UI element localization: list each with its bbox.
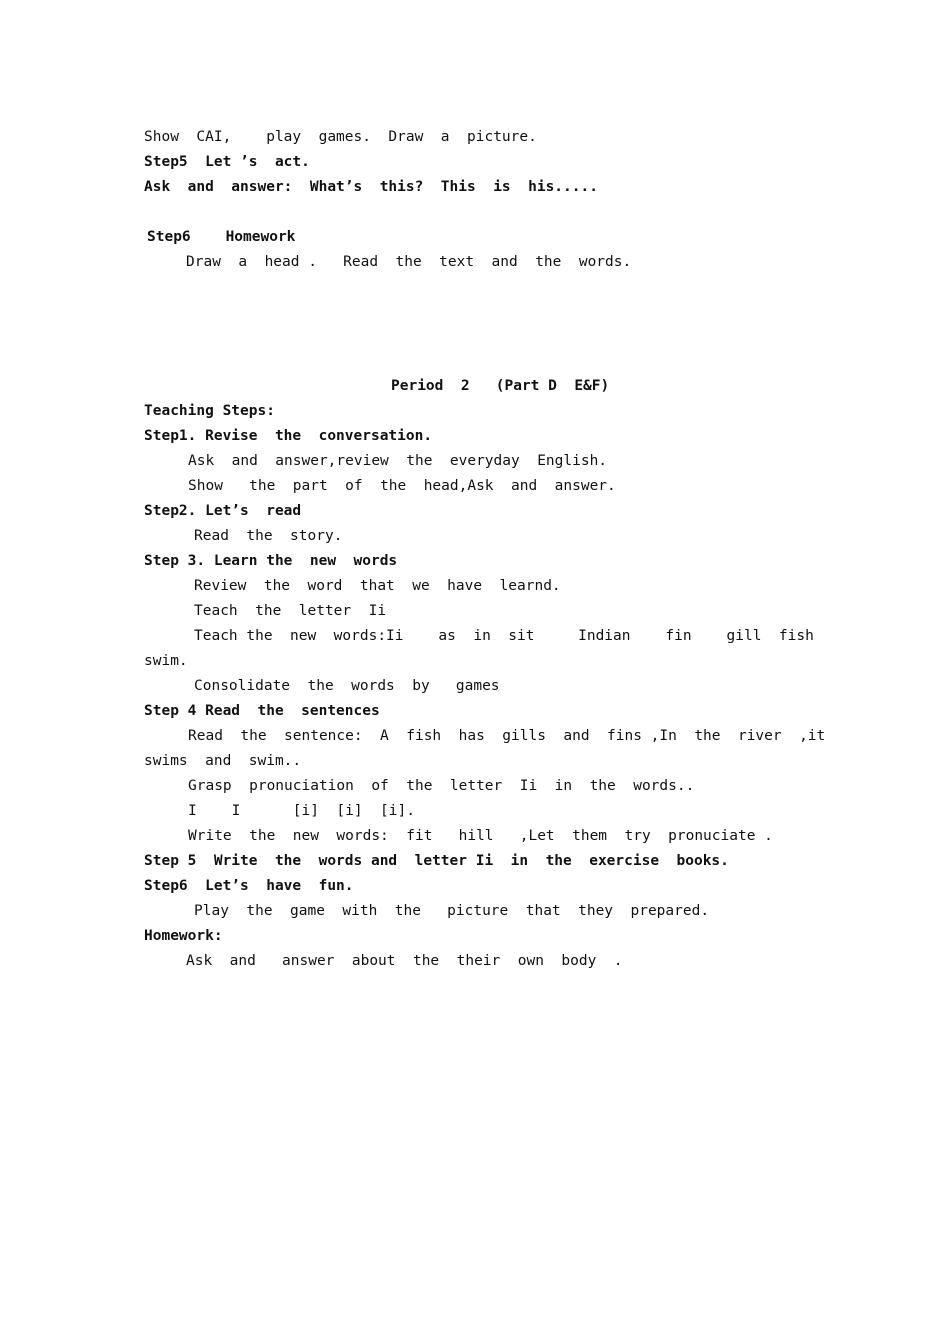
step3-line-3: Teach the new words:Ii as in sit Indian fin gill fish	[194, 628, 814, 644]
teaching-steps-heading: Teaching Steps:	[144, 403, 275, 419]
step4-line-2: Grasp pronuciation of the letter Ii in the words..	[188, 778, 695, 794]
step6-homework-text: Draw a head . Read the text and the words.	[186, 254, 632, 270]
step3-line-3-continued: swim.	[144, 653, 188, 669]
step3-heading: Step 3. Learn the new words	[144, 553, 398, 569]
step2-line-1: Read the story.	[194, 528, 343, 544]
step4-heading: Step 4 Read the sentences	[144, 703, 380, 719]
step1-line-2: Show the part of the head,Ask and answer.	[188, 478, 616, 494]
show-cai-line: Show CAI, play games. Draw a picture.	[144, 129, 537, 145]
step6-homework-heading: Step6 Homework	[147, 229, 296, 245]
step4-line-1-continued: swims and swim..	[144, 753, 302, 769]
step3-line-1: Review the word that we have learnd.	[194, 578, 561, 594]
step6-heading: Step6 Let’s have fun.	[144, 878, 354, 894]
step2-heading: Step2. Let’s read	[144, 503, 302, 519]
step4-line-1: Read the sentence: A fish has gills and fins ,In the river ,it	[188, 728, 826, 744]
step1-heading: Step1. Revise the conversation.	[144, 428, 433, 444]
step1-line-1: Ask and answer,review the everyday English.	[188, 453, 608, 469]
homework-line-1: Ask and answer about the their own body .	[186, 953, 623, 969]
step4-line-4: Write the new words: fit hill ,Let them try pronuciate .	[188, 828, 773, 844]
step3-line-2: Teach the letter Ii	[194, 603, 387, 619]
step4-line-3: I I [i] [i] [i].	[188, 803, 415, 819]
homework-heading: Homework:	[144, 928, 223, 944]
step3-line-4: Consolidate the words by games	[194, 678, 500, 694]
step6-line-1: Play the game with the picture that they prepared.	[194, 903, 710, 919]
step5-act-heading: Step5 Let ’s act.	[144, 154, 310, 170]
step5-ask-line: Ask and answer: What’s this? This is his.....	[144, 179, 598, 195]
period-title: Period 2 (Part D E&F)	[391, 378, 610, 394]
step5-heading: Step 5 Write the words and letter Ii in the exercise books.	[144, 853, 729, 869]
